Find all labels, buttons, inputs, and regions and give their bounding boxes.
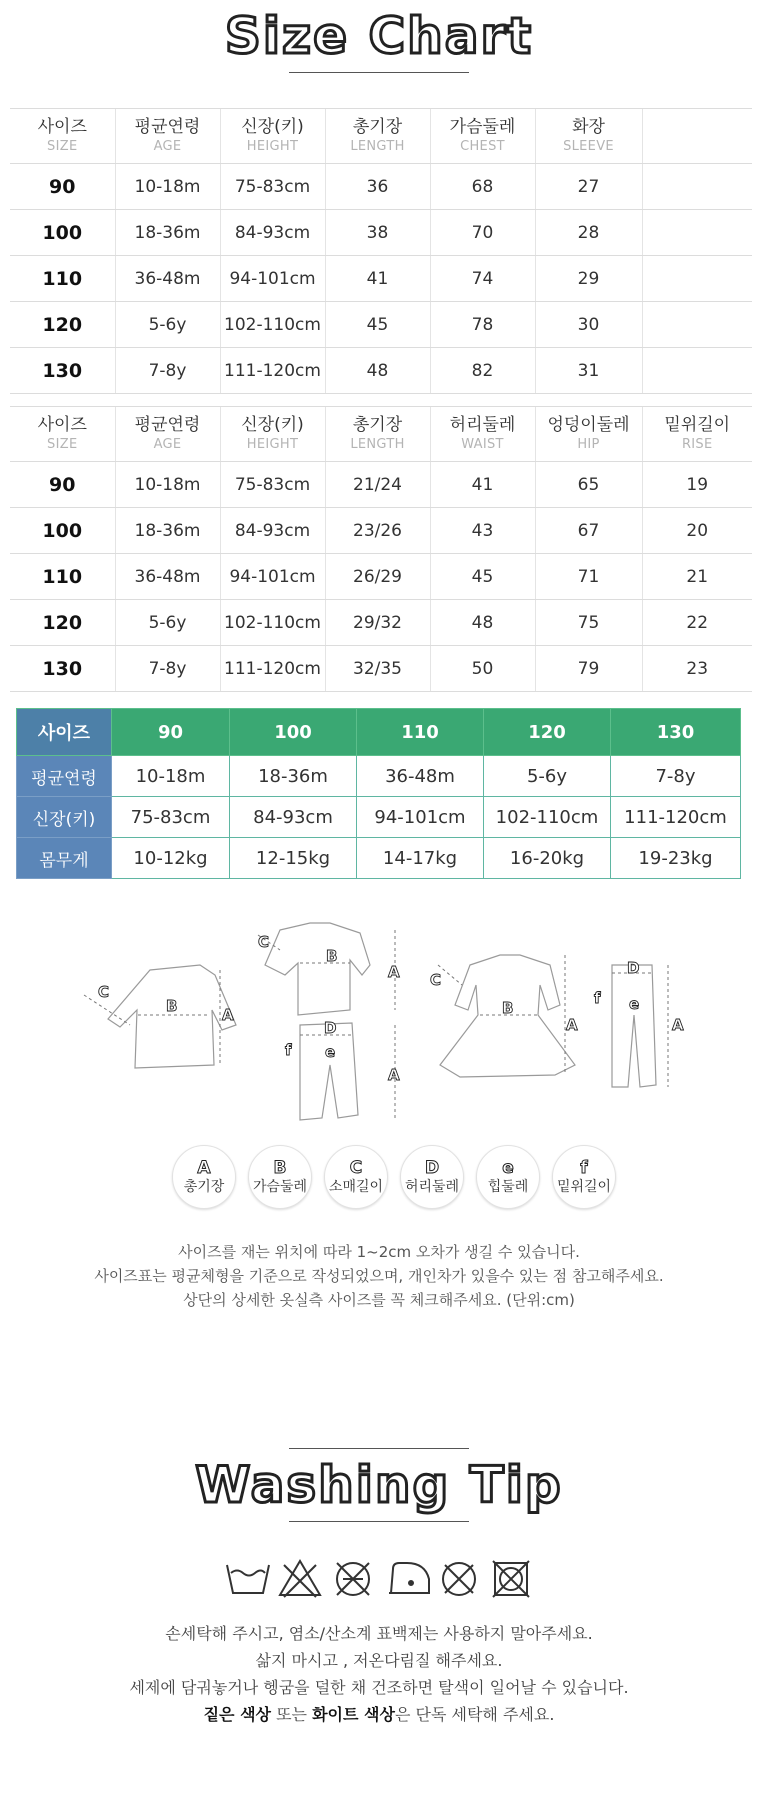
table-cell xyxy=(642,348,752,394)
header-korean: 신장(키) xyxy=(241,117,304,137)
row-label: 몸무게 xyxy=(17,838,112,879)
table-row xyxy=(10,348,752,394)
legend-letter: C xyxy=(349,1158,363,1178)
column-header xyxy=(10,407,115,462)
table-cell: 5-6y xyxy=(484,756,611,797)
legend-item xyxy=(475,1145,541,1209)
table-cell: 18-36m xyxy=(115,508,220,554)
size-cell: 90 xyxy=(10,462,115,508)
table-cell: 10-12kg xyxy=(112,838,230,879)
header-english: LENGTH xyxy=(350,139,405,154)
table-row xyxy=(10,210,752,256)
table-cell: 74 xyxy=(430,256,535,302)
header-english: SIZE xyxy=(47,139,78,154)
table-cell: 67 xyxy=(535,508,642,554)
table-cell: 22 xyxy=(642,600,752,646)
size-header-cell: 120 xyxy=(484,709,611,756)
table-cell: 84-93cm xyxy=(220,508,325,554)
header-korean: 엉덩이둘레 xyxy=(547,415,630,435)
table-cell: 21/24 xyxy=(325,462,430,508)
note-line: 사이즈를 재는 위치에 따라 1~2cm 오차가 생길 수 있습니다. xyxy=(178,1243,580,1261)
label-b-icon: B xyxy=(166,997,178,1015)
header-english: CHEST xyxy=(460,139,505,154)
table-cell: 19 xyxy=(642,462,752,508)
table-cell: 65 xyxy=(535,462,642,508)
legend-label: 총기장 xyxy=(183,1179,225,1195)
column-header xyxy=(115,109,220,164)
header-korean: 평균연령 xyxy=(134,117,201,137)
table-row xyxy=(17,756,741,797)
top-size-table xyxy=(10,108,752,394)
set-top-outline-icon xyxy=(265,923,370,1015)
table-cell: 79 xyxy=(535,646,642,692)
legend-item xyxy=(247,1145,313,1209)
table-header-row xyxy=(10,109,752,164)
table-cell: 94-101cm xyxy=(220,256,325,302)
header-english: HEIGHT xyxy=(246,139,299,154)
table-cell: 30 xyxy=(535,302,642,348)
size-header-cell: 90 xyxy=(112,709,230,756)
table-row xyxy=(10,462,752,508)
label-d-icon: D xyxy=(324,1019,337,1037)
label-d-icon: D xyxy=(627,959,640,977)
legend-item xyxy=(551,1145,617,1209)
table-cell: 18-36m xyxy=(115,210,220,256)
legend-item xyxy=(323,1145,389,1209)
table-cell: 5-6y xyxy=(115,302,220,348)
wash-text-span: 은 단독 세탁해 주세요. xyxy=(394,1705,555,1724)
table-cell: 84-93cm xyxy=(220,210,325,256)
title-underline xyxy=(289,1521,469,1522)
wash-text-span: 또는 xyxy=(271,1705,313,1724)
size-cell: 110 xyxy=(10,256,115,302)
size-cell: 110 xyxy=(10,554,115,600)
table-cell: 19-23kg xyxy=(611,838,741,879)
table-cell: 94-101cm xyxy=(357,797,484,838)
table-cell: 68 xyxy=(430,164,535,210)
table-cell: 43 xyxy=(430,508,535,554)
table-row xyxy=(17,838,741,879)
table-cell: 94-101cm xyxy=(220,554,325,600)
table-row xyxy=(10,508,752,554)
label-c-icon: C xyxy=(430,971,442,989)
column-header xyxy=(535,407,642,462)
table-cell: 36-48m xyxy=(115,554,220,600)
size-header-cell: 100 xyxy=(230,709,357,756)
table-cell: 50 xyxy=(430,646,535,692)
legend-circle xyxy=(248,1145,312,1209)
table-cell: 41 xyxy=(325,256,430,302)
washing-instructions xyxy=(0,1620,758,1728)
table-cell: 31 xyxy=(535,348,642,394)
column-header xyxy=(642,407,752,462)
header-korean: 총기장 xyxy=(352,117,403,137)
table-header-row xyxy=(17,709,741,756)
table-cell: 102-110cm xyxy=(484,797,611,838)
wash-line: 세제에 담궈놓거나 헹굼을 덜한 채 건조하면 탈색이 일어날 수 있습니다. xyxy=(129,1678,629,1697)
title-overline xyxy=(289,1448,469,1449)
table-cell xyxy=(642,210,752,256)
header-english: SLEEVE xyxy=(563,139,614,154)
table-cell: 7-8y xyxy=(115,348,220,394)
table-cell: 75-83cm xyxy=(112,797,230,838)
table-cell: 71 xyxy=(535,554,642,600)
label-b-icon: B xyxy=(326,947,338,965)
size-header-cell: 130 xyxy=(611,709,741,756)
table-cell: 10-18m xyxy=(115,462,220,508)
table-row xyxy=(10,600,752,646)
table-cell: 102-110cm xyxy=(220,302,325,348)
table-cell: 14-17kg xyxy=(357,838,484,879)
table-cell: 7-8y xyxy=(611,756,741,797)
header-english: HIP xyxy=(577,437,600,452)
wash-line: 삶지 마시고 , 저온다림질 해주세요. xyxy=(255,1651,503,1670)
legend-letter: B xyxy=(273,1158,287,1178)
column-header xyxy=(535,109,642,164)
table-cell: 23 xyxy=(642,646,752,692)
table-cell: 16-20kg xyxy=(484,838,611,879)
column-header xyxy=(325,407,430,462)
dark-color-emphasis: 짙은 색상 xyxy=(203,1705,271,1724)
title-underline xyxy=(289,72,469,73)
no-tumble-dry-icon xyxy=(493,1561,529,1597)
table-cell: 38 xyxy=(325,210,430,256)
table-cell: 41 xyxy=(430,462,535,508)
size-cell: 120 xyxy=(10,600,115,646)
column-header xyxy=(430,109,535,164)
table-row xyxy=(10,164,752,210)
iron-low-icon xyxy=(389,1563,429,1593)
table-cell xyxy=(642,164,752,210)
legend-letter: D xyxy=(424,1158,440,1178)
white-color-emphasis: 화이트 색상 xyxy=(312,1705,395,1724)
header-english: LENGTH xyxy=(350,437,405,452)
table-cell: 75 xyxy=(535,600,642,646)
table-cell: 28 xyxy=(535,210,642,256)
label-c-icon: C xyxy=(98,983,110,1001)
label-a-icon: A xyxy=(222,1006,234,1024)
header-english: AGE xyxy=(153,437,182,452)
washing-tip-heading xyxy=(0,1448,758,1522)
wash-line-last xyxy=(0,1701,758,1728)
table-cell: 32/35 xyxy=(325,646,430,692)
header-korean: 화장 xyxy=(572,117,605,137)
size-cell: 100 xyxy=(10,508,115,554)
wash-line: 손세탁해 주시고, 염소/산소계 표백제는 사용하지 말아주세요. xyxy=(165,1624,593,1643)
legend-item xyxy=(399,1145,465,1209)
table-cell: 5-6y xyxy=(115,600,220,646)
header-english: SIZE xyxy=(47,437,78,452)
table-cell: 18-36m xyxy=(230,756,357,797)
row-label: 평균연령 xyxy=(17,756,112,797)
table-cell: 102-110cm xyxy=(220,600,325,646)
table-row xyxy=(10,256,752,302)
table-cell: 12-15kg xyxy=(230,838,357,879)
label-c-icon: C xyxy=(258,933,270,951)
column-header xyxy=(10,109,115,164)
header-english: WAIST xyxy=(461,437,504,452)
size-cell: 130 xyxy=(10,348,115,394)
measurement-diagram xyxy=(0,915,758,1135)
size-notes xyxy=(0,1240,758,1312)
header-korean: 허리둘레 xyxy=(449,415,516,435)
table-cell: 36-48m xyxy=(357,756,484,797)
no-bleach-icon xyxy=(280,1561,320,1597)
label-a-icon: A xyxy=(672,1016,684,1034)
no-dry-clean-icon xyxy=(443,1563,475,1595)
label-e-icon: e xyxy=(325,1043,336,1061)
note-line: 상단의 상세한 옷실측 사이즈를 꼭 체크해주세요. (단위:cm) xyxy=(183,1291,575,1309)
legend-item xyxy=(171,1145,237,1209)
legend-circle xyxy=(552,1145,616,1209)
table-cell: 23/26 xyxy=(325,508,430,554)
row-label: 신장(키) xyxy=(17,797,112,838)
legend-label: 힙둘레 xyxy=(487,1179,529,1195)
label-f-icon: f xyxy=(594,989,601,1007)
bottom-size-table xyxy=(10,406,752,692)
column-header xyxy=(430,407,535,462)
size-header-cell: 110 xyxy=(357,709,484,756)
header-english: AGE xyxy=(153,139,182,154)
size-cell: 120 xyxy=(10,302,115,348)
jogger-pants-outline-icon xyxy=(300,1023,358,1120)
table-row xyxy=(10,302,752,348)
legend-circle xyxy=(400,1145,464,1209)
label-b-icon: B xyxy=(502,999,514,1017)
label-f-icon: f xyxy=(285,1041,292,1059)
no-boil-icon xyxy=(337,1563,369,1595)
table-cell: 10-18m xyxy=(112,756,230,797)
leggings-outline-icon xyxy=(612,965,656,1087)
size-cell: 100 xyxy=(10,210,115,256)
table-cell: 111-120cm xyxy=(220,646,325,692)
sweatshirt-outline-icon xyxy=(108,965,236,1068)
legend-label: 허리둘레 xyxy=(404,1179,460,1195)
label-a-icon: A xyxy=(388,963,400,981)
table-cell: 84-93cm xyxy=(230,797,357,838)
header-korean: 총기장 xyxy=(352,415,403,435)
care-symbols xyxy=(225,1555,535,1603)
table-cell: 111-120cm xyxy=(611,797,741,838)
table-cell: 82 xyxy=(430,348,535,394)
legend-circle xyxy=(476,1145,540,1209)
table-cell: 29/32 xyxy=(325,600,430,646)
label-a-icon: A xyxy=(388,1066,400,1084)
legend-letter: f xyxy=(580,1158,588,1178)
table-cell: 20 xyxy=(642,508,752,554)
legend-letter: A xyxy=(197,1158,211,1178)
table-cell: 45 xyxy=(325,302,430,348)
table-cell: 111-120cm xyxy=(220,348,325,394)
legend-circle xyxy=(172,1145,236,1209)
table-cell: 27 xyxy=(535,164,642,210)
table-row xyxy=(10,554,752,600)
legend-label: 소매길이 xyxy=(328,1179,384,1195)
table-cell xyxy=(642,256,752,302)
table-cell: 45 xyxy=(430,554,535,600)
table-cell: 29 xyxy=(535,256,642,302)
table-cell: 48 xyxy=(325,348,430,394)
column-header xyxy=(115,407,220,462)
table-header-row xyxy=(10,407,752,462)
legend-circle xyxy=(324,1145,388,1209)
header-korean: 평균연령 xyxy=(134,415,201,435)
legend-letter: e xyxy=(502,1158,514,1178)
header-english: RISE xyxy=(681,437,713,452)
column-header xyxy=(642,109,752,164)
table-cell: 36-48m xyxy=(115,256,220,302)
header-korean: 가슴둘레 xyxy=(449,117,516,137)
size-chart-title: Size Chart xyxy=(224,7,534,65)
table-cell: 10-18m xyxy=(115,164,220,210)
column-header xyxy=(325,109,430,164)
table-cell: 7-8y xyxy=(115,646,220,692)
column-header xyxy=(220,109,325,164)
table-cell: 78 xyxy=(430,302,535,348)
row-label: 사이즈 xyxy=(17,709,112,756)
label-a-icon: A xyxy=(566,1016,578,1034)
table-row xyxy=(10,646,752,692)
legend-label: 가슴둘레 xyxy=(252,1179,308,1195)
table-cell xyxy=(642,302,752,348)
table-cell: 36 xyxy=(325,164,430,210)
header-english: HEIGHT xyxy=(246,437,299,452)
size-chart-heading xyxy=(0,6,758,73)
header-korean: 신장(키) xyxy=(241,415,304,435)
table-cell: 21 xyxy=(642,554,752,600)
table-cell: 75-83cm xyxy=(220,164,325,210)
column-header xyxy=(220,407,325,462)
table-row xyxy=(17,797,741,838)
size-cell: 130 xyxy=(10,646,115,692)
legend-label: 밑위길이 xyxy=(556,1179,612,1195)
age-height-weight-table xyxy=(16,708,741,879)
table-cell: 75-83cm xyxy=(220,462,325,508)
note-line: 사이즈표는 평균체형을 기준으로 작성되었으며, 개인차가 있을수 있는 점 참고해주세요. xyxy=(94,1267,664,1285)
washing-tip-title: Washing Tip xyxy=(195,1456,563,1514)
header-korean: 사이즈 xyxy=(37,117,87,137)
label-e-icon: e xyxy=(629,995,640,1013)
hand-wash-icon xyxy=(227,1565,269,1593)
table-cell: 70 xyxy=(430,210,535,256)
size-cell: 90 xyxy=(10,164,115,210)
header-korean: 밑위길이 xyxy=(664,415,731,435)
header-korean: 사이즈 xyxy=(37,415,87,435)
table-cell: 26/29 xyxy=(325,554,430,600)
table-cell: 48 xyxy=(430,600,535,646)
